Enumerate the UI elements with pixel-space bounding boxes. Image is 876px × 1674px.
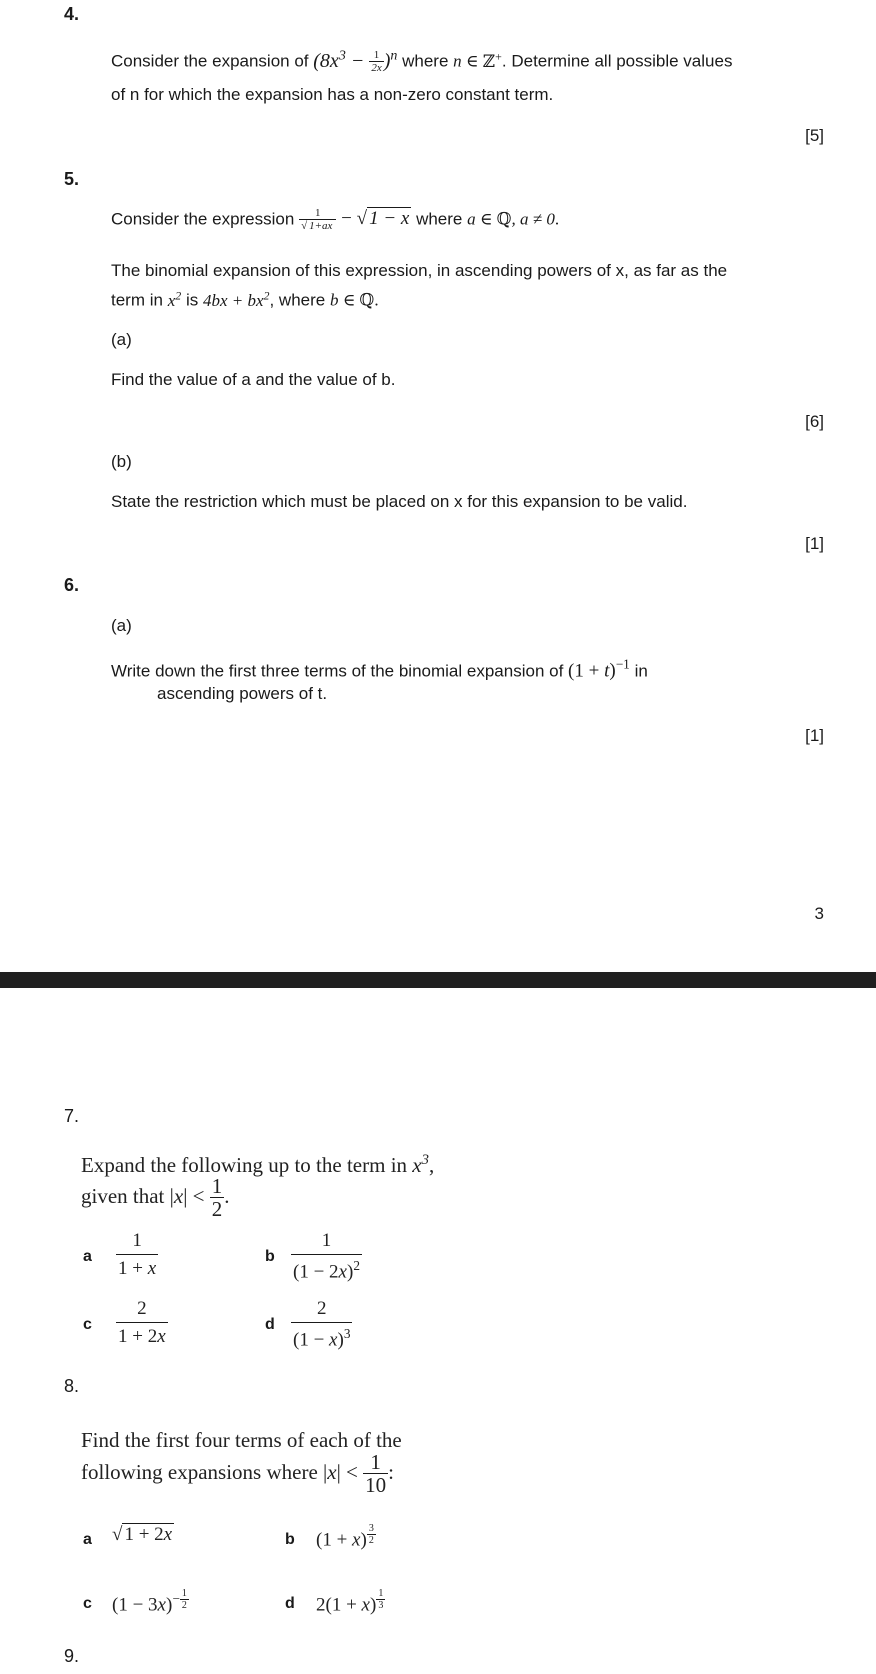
q8-item-d-label: d xyxy=(285,1595,295,1612)
q5-b-condition: b ∈ ℚ. xyxy=(329,290,379,310)
q8-item-b-expression: (1 + x) $^{\frac{3}{2}}$ xyxy=(316,1523,374,1551)
q8-item-c-expression: $(1 - 3x)^{- \frac{1}{2}}$ xyxy=(112,1588,187,1616)
q5-condition: a ∈ ℚ, a ≠ 0. xyxy=(467,209,560,229)
question-6a-label: (a) xyxy=(111,616,132,635)
question-7-line1: Expand the following up to the term in $x^3$, xyxy=(81,1152,435,1177)
q5-expansion: $4bx + bx^2$ xyxy=(202,288,270,310)
q8-item-d-expression: 2(1 + x) $^{\frac{1}{3}}$ xyxy=(316,1588,384,1616)
page-number: 3 xyxy=(814,904,824,923)
q6-text-post: in xyxy=(634,661,648,681)
question-8-number: 8. xyxy=(64,1376,80,1396)
q7-item-d-expression: $\frac{2}{(1 - x)^3}$ xyxy=(293,1298,351,1351)
question-6-number: 6. xyxy=(64,575,80,595)
question-5-line3 xyxy=(111,288,379,311)
question-9-number: 9. xyxy=(64,1646,80,1666)
q6-text-pre: Write down the first three terms of the binomial expansion of xyxy=(111,661,564,681)
question-5-line2: The binomial expansion of this expression, in ascending powers of x, as far as the xyxy=(111,261,728,280)
q5-line3-mid: is xyxy=(185,290,199,310)
page-separator xyxy=(0,972,876,988)
q4-expression: ($8x^3$ − $\frac{1}{2x}$ )$^n$ xyxy=(313,48,398,75)
question-7-number: 7. xyxy=(64,1106,80,1126)
q5-text-post: where xyxy=(416,209,463,229)
q8-item-a-label: a xyxy=(83,1531,92,1548)
q4-condition: n ∈ ℤ+ xyxy=(453,49,502,71)
question-4-line2: of n for which the expansion has a non-zero constant term. xyxy=(111,85,554,104)
q7-item-c-label: c xyxy=(83,1316,92,1333)
question-5a-text: Find the value of a and the value of b. xyxy=(111,370,396,389)
question-5b-marks: [1] xyxy=(805,534,824,553)
question-6a-marks: [1] xyxy=(805,726,824,745)
q5-text-pre: Consider the expression xyxy=(111,209,295,229)
question-5a-label: (a) xyxy=(111,330,132,349)
q4-text-post: where xyxy=(402,51,449,71)
question-8-line1: Find the first four terms of each of the xyxy=(81,1428,402,1452)
q7-x-cubed: $x^3$ xyxy=(412,1152,429,1177)
question-5a-marks: [6] xyxy=(805,412,824,431)
q8-line2-text: following expansions where xyxy=(81,1459,318,1484)
q7-item-c-expression: $\frac{2}{1 + 2x}$ xyxy=(118,1298,166,1347)
question-6a-text xyxy=(111,657,648,682)
q8-item-c-label: c xyxy=(83,1595,92,1612)
q8-item-b-label: b xyxy=(285,1531,295,1548)
question-5b-text: State the restriction which must be placed on x for this expansion to be valid. xyxy=(111,492,688,511)
q5-line3-post: , where xyxy=(269,290,326,310)
question-4-number: 4. xyxy=(64,4,80,24)
question-4-marks: [5] xyxy=(805,126,824,145)
q7-line2-text: given that xyxy=(81,1183,165,1208)
question-4-text xyxy=(111,48,732,74)
q7-item-d-label: d xyxy=(265,1316,275,1333)
q8-item-a-expression: √ 1 + 2x xyxy=(112,1524,173,1545)
q7-item-b-expression: $\frac{1}{(1 - 2x)^2}$ xyxy=(293,1230,360,1283)
q5-x-squared: $x^2$ xyxy=(167,288,182,310)
q5-expression: $\frac{1}{√ 1+ax}$ − √ 1 − x xyxy=(301,207,410,232)
q7-condition: |x| < $\frac{1}{2}$ . xyxy=(169,1174,230,1221)
q6-expression: $(1 + t)^{-1}$ xyxy=(568,657,630,682)
q5-line3-pre: term in xyxy=(111,290,163,310)
q8-condition: |x| < $\frac{1}{10}$ : xyxy=(323,1450,394,1497)
question-5b-label: (b) xyxy=(111,452,132,471)
q7-item-b-label: b xyxy=(265,1248,275,1265)
q7-line1-text: Expand the following up to the term in xyxy=(81,1153,408,1177)
question-6a-line2: ascending powers of t. xyxy=(157,684,328,703)
q7-item-a-expression: $\frac{1}{1 + x}$ xyxy=(118,1230,157,1279)
q4-text-tail: . Determine all possible values xyxy=(501,51,733,71)
question-5-number: 5. xyxy=(64,169,80,189)
question-8-line2 xyxy=(81,1452,394,1496)
q4-text-pre: Consider the expansion of xyxy=(111,51,309,71)
question-5-text xyxy=(111,208,559,232)
q7-item-a-label: a xyxy=(83,1248,92,1265)
question-7-line2 xyxy=(81,1176,230,1220)
